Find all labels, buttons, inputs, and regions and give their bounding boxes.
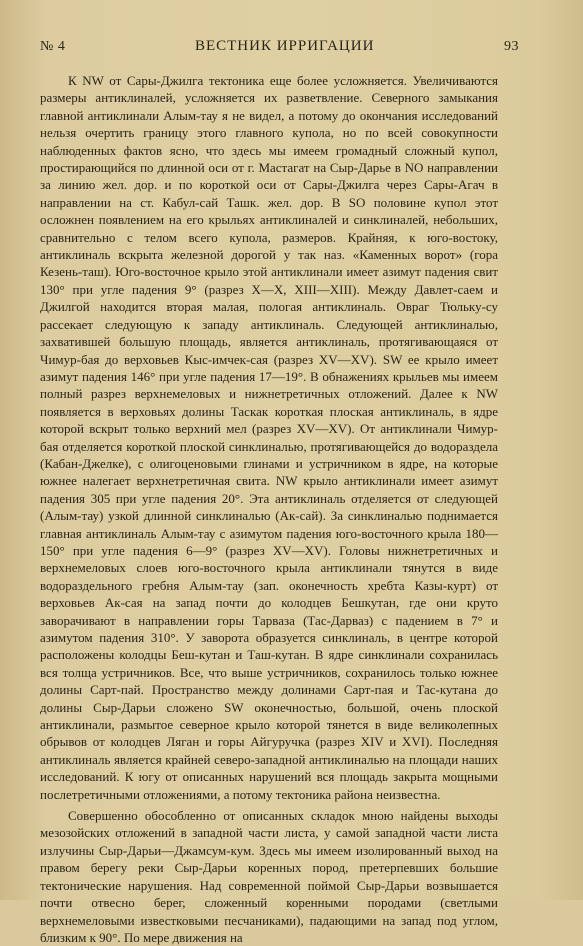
article-body	[40, 72, 498, 946]
paragraph: Совершенно обособленно от описанных складок мною найдены выходы мезозойских отложений в западной части листа, у самой западной части листа излучины Сыр-Дарьи—Джамсум-кум. Здесь мы имеем изолированный выход на правом берегу реки Сыр-Дарьи коренных пород, претерпевших большие тектонические нарушения. Над современной поймой Сыр-Дарьи возвышается почти отвесно берег, сложенный коренными породами (светлыми верхнемеловыми известковыми песчаниками), падающими на запад под углом, близким к 90°. По мере движения на	[40, 808, 498, 945]
page-header	[40, 38, 519, 55]
journal-title: ВЕСТНИК ИРРИГАЦИИ	[194, 38, 375, 54]
page-number: 93	[504, 39, 519, 54]
paragraph: К NW от Сары-Джилга тектоника еще более усложняется. Увеличиваются размеры антиклиналей, усложняется их разветвление. Северного замыкания главной антиклинали Алым-тау я не видел, а потому до окончания исследований нельзя очертить границу этого главного купола, но по всей совокупности наблюденных фактов ясно, что здесь мы имеем громадный сложный купол, простирающийся по длинной оси от г. Мастагат на Сыр-Дарье в NO направлении за линию жел. дор. и по короткой оси от Сары-Джилга через Сары-Агач в направлении на ст. Кабул-сай Ташк. жел. дор. В SO половине купол этот осложнен появлением на его крыльях антиклиналей и синклиналей, небольших, сравнительно с телом всего купола, размеров. Крайняя, к юго-востоку, антиклиналь вскрыта железной дорогой у так наз. «Каменных ворот» (гора Кезень-таш). Юго-восточное крыло этой антиклинали имеет азимут падения свит 130° при угле падения 9° (разрез X—X, XIII—XIII). Между Давлет-саем и Джилгой находится вторая малая, пологая антиклиналь. Овраг Тюльку-су рассекает следующую к западу антиклиналь. Следующей антиклиналью, захватившей большую площадь, является антиклиналь, протягивающаяся от Чимур-бая до верховьев Кыс-имчек-сая (разрез XV—XV). SW ее крыло имеет азимут падения 146° при угле падения 17—19°. В обнажениях крыльев мы имеем полный разрез верхнемеловых и нижнетретичных отложений. Далее к NW появляется в верховьях долины Таскак короткая плоская антиклиналь, в ядре которой вскрыт только верхний мел (разрез XV—XV). От антиклинали Чимур-бая отделяется короткой плоской синклиналью, протягивающейся до водораздела (Кабан-Джелке), с олигоценовыми глинами и устричником в ядре, на которые южнее налегает верхнетретичная свита. NW крыло антиклинали имеет азимут падения 305 при угле падения 20°. Эта антиклиналь отделяется от следующей (Алым-тау) узкой длинной синклиналью (Ак-сай). За синклиналью поднимается главная антиклиналь Алым-тау с азимутом падения юго-восточного крыла 180—150° при угле падения 6—9° (разрез XV—XV). Головы нижнетретичных и верхнемеловых слоев юго-восточного крыла антиклинали тянутся в виде водораздельного гребня Алым-тау (зап. оконечность хребта Казы-курт) от верховьев Ак-сая на запад почти до колодцев Бешкутан, где они круто заворачивают в направлении горы Тарваза (Тас-Дарваз) с падением в 7° и азимутом падения 310°. У заворота образуется синклиналь, в центре которой расположены колодцы Беш-кутан и Таш-кутан. В ядре синклинали сохранилась вся толща устричников. Все, что выше устричников, сохранилось только южнее долины Сарт-пай. Пространство между долинами Сарт-пая и Тас-кутана до долины Сыр-Дарьи сложено SW оконечностью, большой, очень плоской антиклинали, размытое северное крыло которой тянется в виде великолепных обрывов от колодцев Ляган и горы Айгуручка (разрез XIV и XVI). Последняя антиклиналь является крайней северо-западной антиклиналью на площади наших исследований. К югу от описанных нарушений вся площадь закрыта мощными послетретичными отложениями, а потому тектоника района неизвестна.	[40, 73, 498, 802]
issue-number: № 4	[40, 39, 66, 54]
